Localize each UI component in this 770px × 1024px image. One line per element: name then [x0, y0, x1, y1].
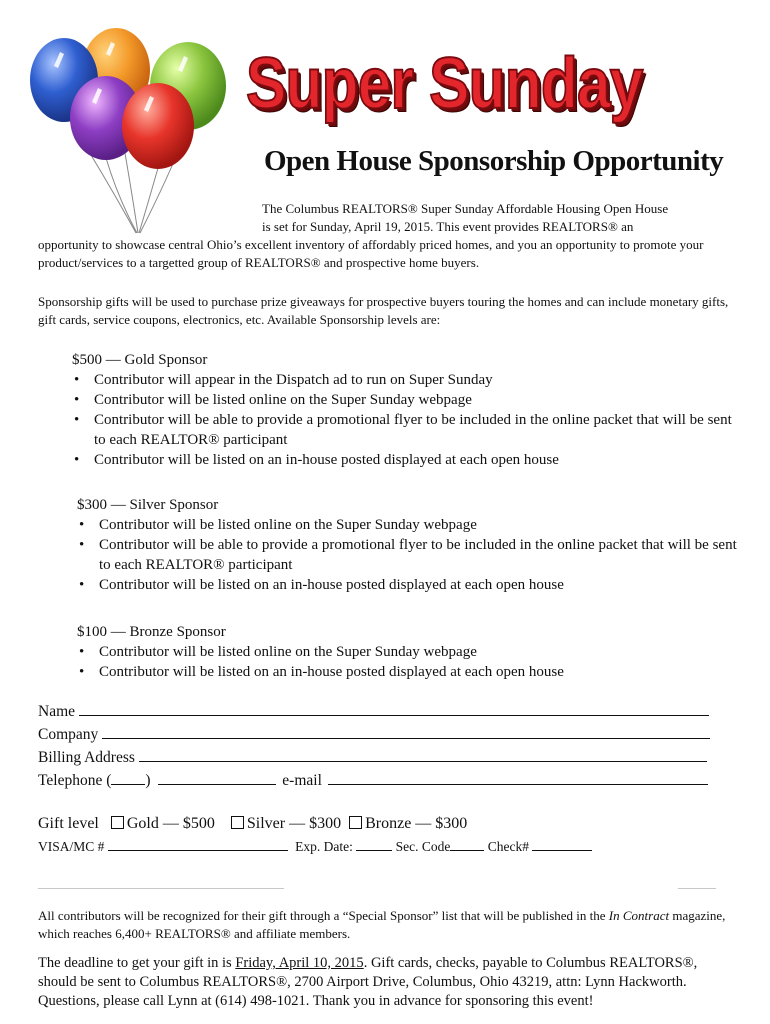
gold-option-label: Gold — $500: [126, 815, 215, 832]
billing-address-label: Billing Address: [38, 749, 135, 766]
intro-line-1: The Columbus REALTORS® Super Sunday Affordable Housing Open House: [262, 201, 669, 216]
bronze-benefits-list: [77, 642, 737, 682]
billing-address-field[interactable]: [139, 745, 707, 762]
silver-checkbox[interactable]: [231, 816, 244, 829]
gold-checkbox[interactable]: [111, 816, 124, 829]
gift-level-label: Gift level: [38, 815, 99, 832]
magazine-name: In Contract: [608, 908, 670, 923]
email-field[interactable]: [328, 768, 708, 785]
check-number-field[interactable]: [532, 838, 592, 851]
exp-date-label: Exp. Date:: [295, 839, 353, 854]
company-row: [38, 722, 710, 746]
bronze-option-label: Bronze — $300: [365, 815, 468, 832]
silver-sponsor-heading: $300 — Silver Sponsor: [77, 497, 219, 513]
sec-code-label: Sec. Code: [395, 839, 451, 854]
gold-sponsor-section: [72, 350, 732, 470]
list-item: • Contributor will be listed online on the Super Sunday webpage: [79, 644, 477, 660]
visa-label: VISA/MC #: [38, 839, 105, 854]
telephone-row: [38, 768, 710, 792]
list-item: • Contributor will be listed on an in-house posted displayed at each open house: [79, 664, 564, 680]
name-label: Name: [38, 703, 76, 720]
name-row: [38, 699, 710, 723]
list-item: • Contributor will be able to provide a promotional flyer to be included in the online packet that will be sent to each REALTOR® participant: [79, 537, 737, 573]
divider: [38, 888, 284, 889]
intro-rest: opportunity to showcase central Ohio’s excellent inventory of affordably priced homes, and you an opportunity to promote your product/services to a targetted group of REALTORS® and prospective home buyers.: [38, 237, 704, 270]
list-item: • Contributor will be able to provide a promotional flyer to be included in the online packet that will be sent to each REALTOR® participant: [74, 412, 732, 448]
gold-sponsor-heading: $500 — Gold Sponsor: [72, 352, 208, 368]
check-label: Check#: [487, 839, 529, 854]
recognition-paragraph: All contributors will be recognized for their gift through a “Special Sponsor” list that will be published in the In Contract magazine, which reaches 6,400+ REALTORS® and affiliate members.: [38, 908, 726, 941]
sec-code-field[interactable]: [450, 838, 484, 851]
silver-option-label: Silver — $300: [246, 815, 342, 832]
gift-level-row: [38, 813, 467, 835]
divider: [678, 888, 716, 889]
intro-paragraph: [38, 200, 738, 272]
list-item: • Contributor will be listed online on the Super Sunday webpage: [74, 392, 472, 408]
deadline-paragraph: The deadline to get your gift in is Friday, April 10, 2015. Gift cards, checks, payable to Columbus REALTORS®, should be sent to Columbus REALTORS®, 2700 Airport Drive, Columbus, Ohio 43219, attn: Lynn Hackworth. Questions, please call Lynn at (614) 498-1021. Thank you in advance for sponsoring this event!: [38, 955, 698, 1009]
silver-benefits-list: [77, 515, 737, 595]
list-item: • Contributor will appear in the Dispatch ad to run on Super Sunday: [74, 372, 493, 388]
list-item: • Contributor will be listed online on the Super Sunday webpage: [79, 517, 477, 533]
gold-benefits-list: [72, 370, 732, 470]
bronze-sponsor-heading: $100 — Bronze Sponsor: [77, 624, 226, 640]
page-title: Super Sunday: [246, 44, 643, 124]
card-number-field[interactable]: [108, 838, 288, 851]
billing-row: [38, 745, 710, 769]
telephone-field[interactable]: [158, 768, 276, 785]
sponsorship-paragraph: Sponsorship gifts will be used to purchase prize giveaways for prospective buyers touring the homes and can include monetary gifts, gift cards, service coupons, electronics, etc. Available Sponsorship levels are:: [38, 294, 729, 327]
telephone-label: Telephone (: [38, 772, 112, 789]
telephone-close-paren: ): [145, 772, 151, 789]
list-item: • Contributor will be listed on an in-house posted displayed at each open house: [79, 577, 564, 593]
intro-line-2: is set for Sunday, April 19, 2015. This event provides REALTORS® an: [262, 219, 634, 234]
page-subtitle: Open House Sponsorship Opportunity: [264, 145, 724, 177]
exp-date-field[interactable]: [356, 838, 392, 851]
payment-row: [38, 837, 592, 857]
list-item: • Contributor will be listed on an in-house posted displayed at each open house: [74, 452, 559, 468]
company-field[interactable]: [102, 722, 710, 739]
name-field[interactable]: [79, 699, 709, 716]
area-code-field[interactable]: [111, 768, 145, 785]
bronze-sponsor-section: [77, 622, 737, 682]
bronze-checkbox[interactable]: [349, 816, 362, 829]
company-label: Company: [38, 726, 99, 743]
deadline-date: Friday, April 10, 2015: [235, 955, 364, 971]
email-label: e-mail: [282, 772, 322, 789]
silver-sponsor-section: [77, 495, 737, 595]
